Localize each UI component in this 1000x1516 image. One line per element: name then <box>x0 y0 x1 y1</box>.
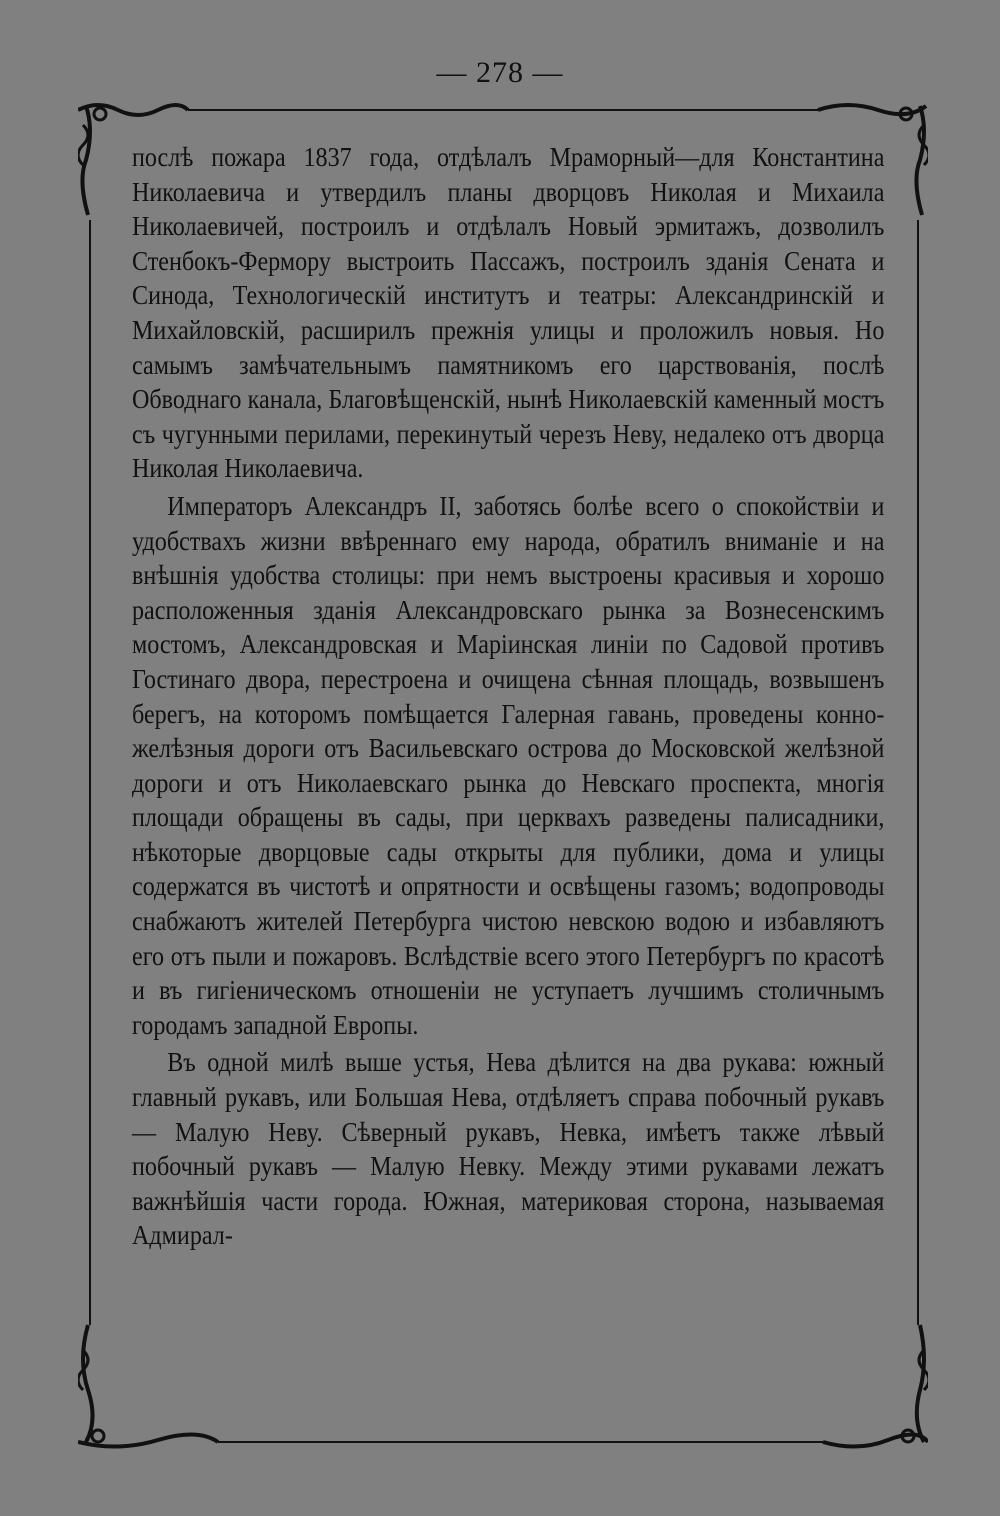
paragraph-2: Императоръ Александръ II, заботясь болѣе всего о спокойствіи и удобствахъ жизни ввѣреннаго ему народа, обратилъ вниманіе и на внѣшнія удобства столицы: при немъ выстроены красивыя и хорошо расположенныя зданія Александровскаго рынка за Вознесенскимъ мостомъ, Александровская и Маріинская линіи по Садовой противъ Гостинаго двора, перестроена и очищена сѣнная площадь, возвышенъ берегъ, на которомъ помѣщается Галерная гавань, проведены конно-желѣзныя дороги отъ Васильевскаго острова до Московской желѣзной дороги и отъ Николаевскаго рынка до Невскаго проспекта, многія площади обращены въ сады, при церквахъ разведены палисадники, нѣкоторые дворцовые сады открыты для публики, дома и улицы содержатся въ чистотѣ и опрятности и освѣщены газомъ; водопроводы снабжаютъ жителей Петербурга чистою невскою водою и избавляютъ его отъ пыли и пожаровъ. Вслѣдствіе всего этого Петербургъ по красотѣ и въ гигіеническомъ отношеніи не уступаетъ лучшимъ столичнымъ городамъ западной Европы. <box>132 490 885 1040</box>
paragraph-3: Въ одной милѣ выше устья, Нева дѣлится на два рукава: южный главный рукавъ, или Большая Нева, отдѣляетъ справа побочный рукавъ — Малую Неву. Сѣверный рукавъ, Невка, имѣетъ также лѣвый побочный рукавъ — Малую Невку. Между этими рукавами лежатъ важнѣйшія части города. Южная, материковая сторона, называемая Адмирал- <box>132 1047 885 1251</box>
paragraph-1: послѣ пожара 1837 года, отдѣлалъ Мраморный—для Константина Николаевича и утвердилъ планы дворцовъ Николая и Михаила Николаевичей, построилъ и отдѣлалъ Новый эрмитажъ, дозволилъ Стенбокъ-Фермору выстроить Пассажъ, построилъ зданія Сената и Синода, Технологическій институтъ и театры: Александринскій и Михайловскій, расширилъ прежнія улицы и проложилъ новыя. Но самымъ замѣчательнымъ памятникомъ его царствованія, послѣ Обводнаго канала, Благовѣщенскій, нынѣ Николаевскій каменный мостъ съ чугунными перилами, перекинутый черезъ Неву, недалеко отъ дворца Николая Николаевича. <box>132 142 885 484</box>
page-number: — 278 — <box>436 56 564 89</box>
body-text-upper <box>132 140 884 1253</box>
